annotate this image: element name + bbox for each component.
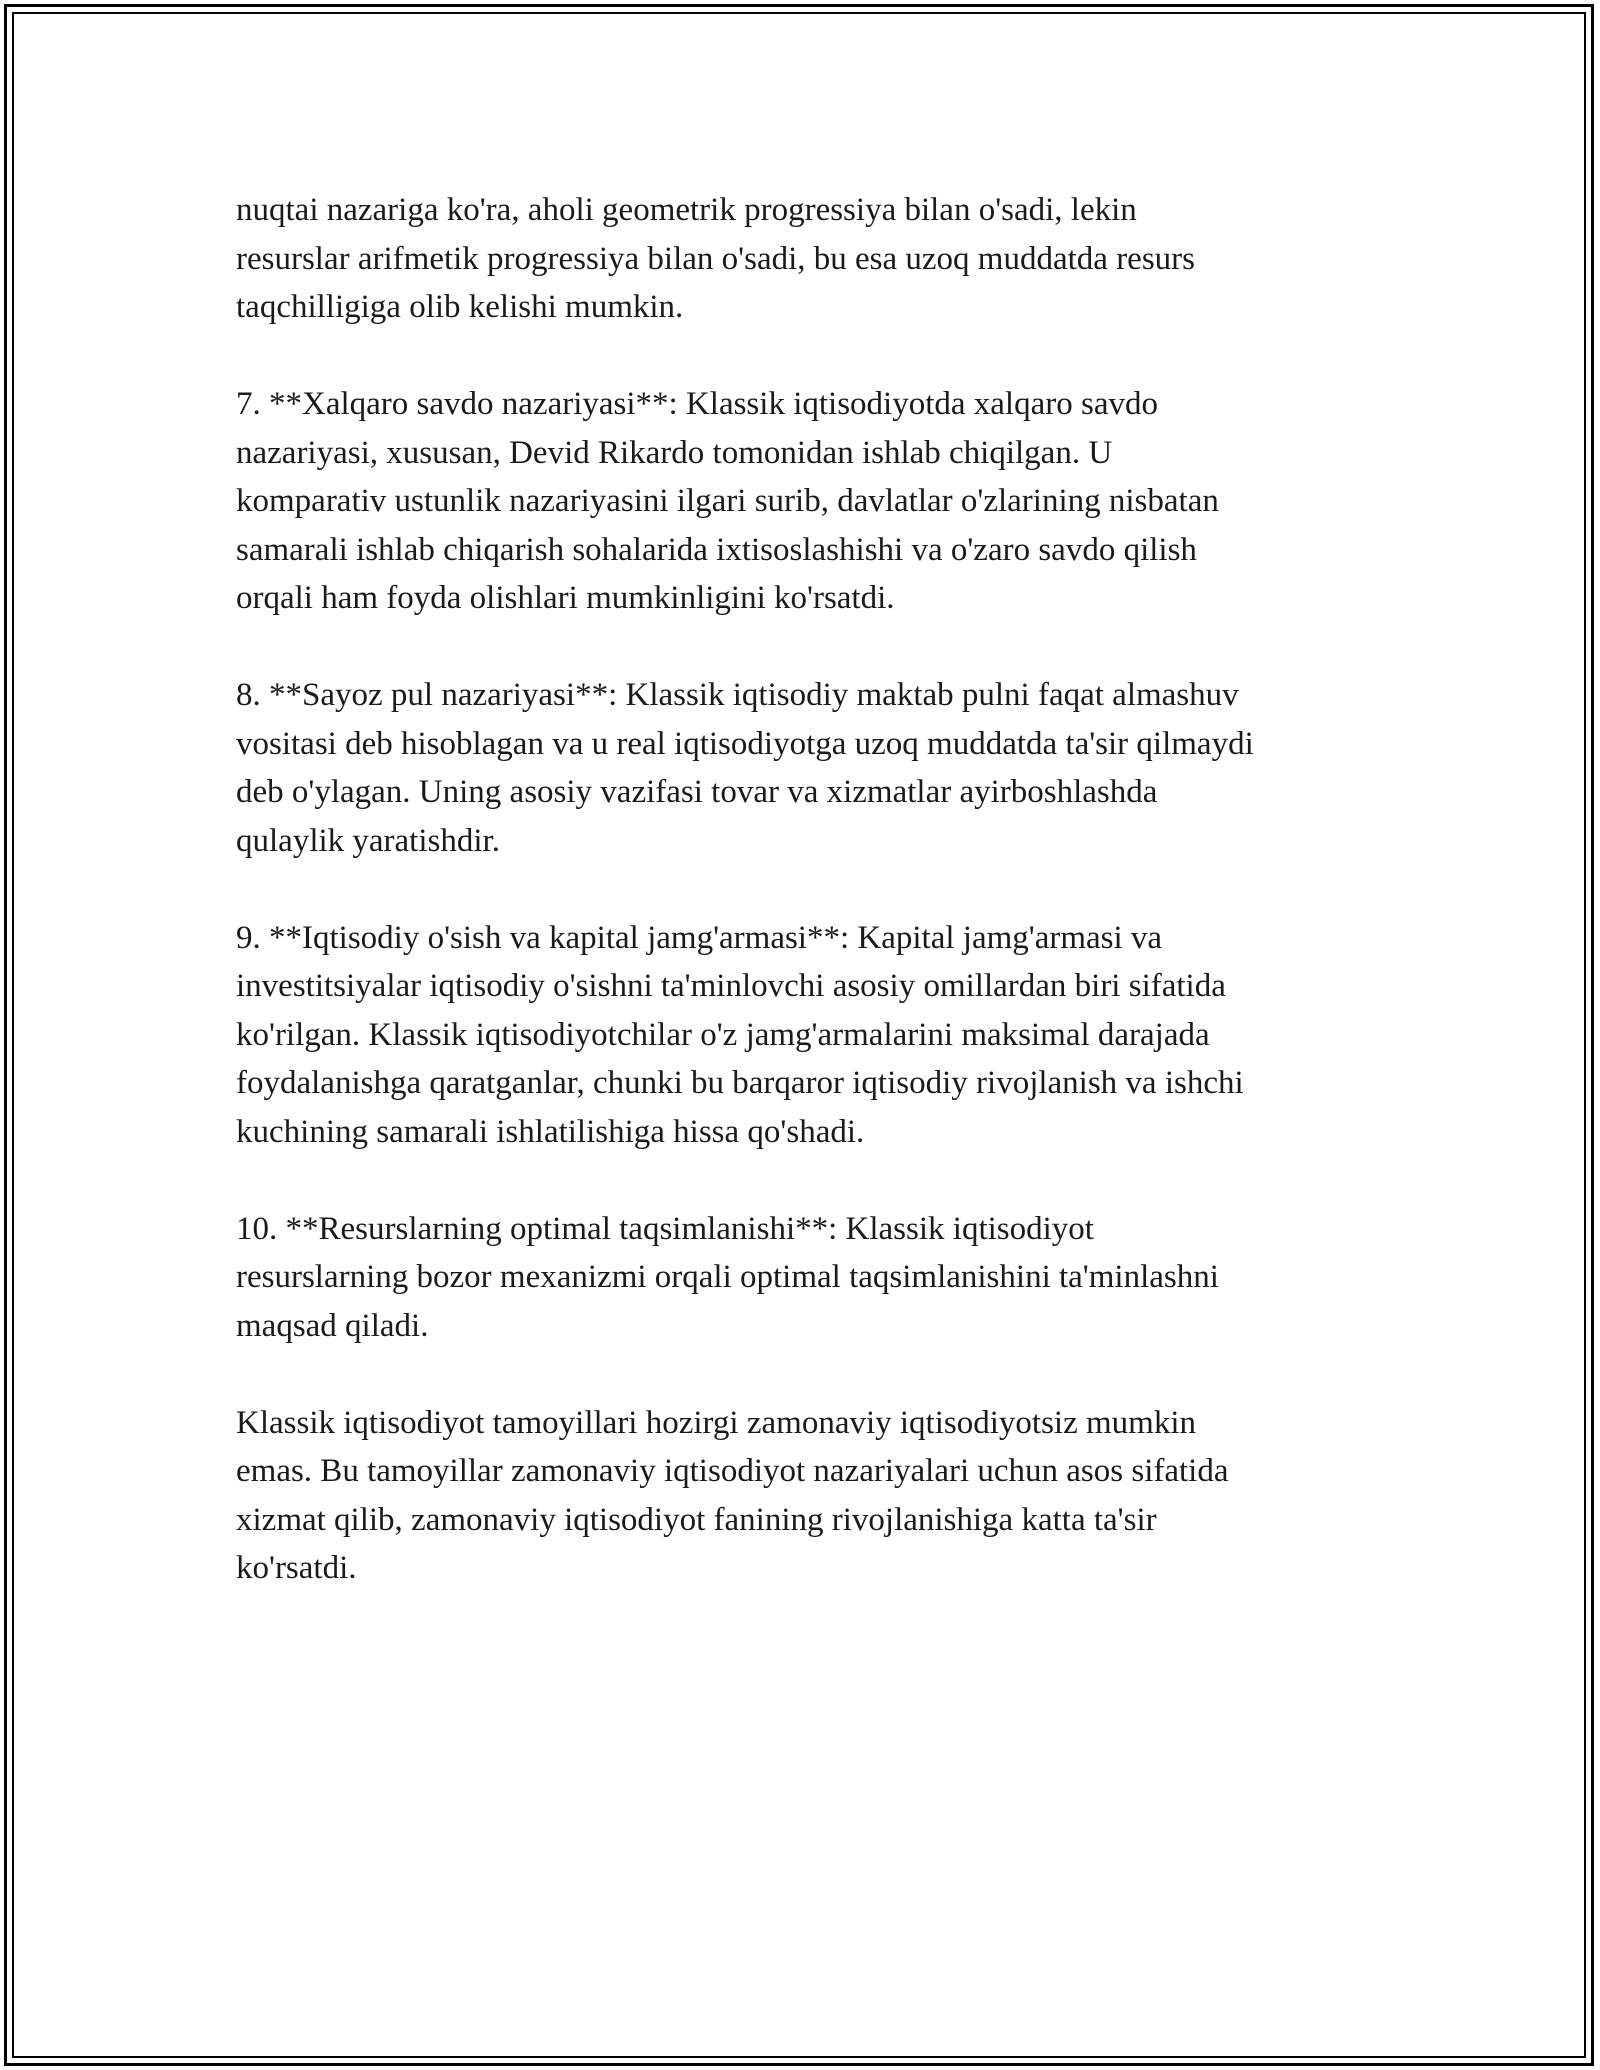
text-line: resurslarning bozor mexanizmi orqali optimal taqsimlanishini ta'minlashni xyxy=(236,1259,1219,1295)
text-line: emas. Bu tamoyillar zamonaviy iqtisodiyot nazariyalari uchun asos sifatida xyxy=(236,1453,1229,1489)
text-line: taqchilligiga olib kelishi mumkin. xyxy=(236,289,684,325)
text-line: 10. **Resurslarning optimal taqsimlanishi**: Klassik iqtisodiyot xyxy=(236,1210,1094,1247)
text-line: deb o'ylagan. Uning asosiy vazifasi tovar va xizmatlar ayirboshlashda xyxy=(236,774,1158,810)
paragraph-item-9 xyxy=(236,914,1378,1157)
text-line: resurslar arifmetik progressiya bilan o'sadi, bu esa uzoq muddatda resurs xyxy=(236,240,1195,277)
text-line: nuqtai nazariga ko'ra, aholi geometrik progressiya bilan o'sadi, lekin xyxy=(236,192,1137,228)
text-line: qulaylik yaratishdir. xyxy=(236,822,500,859)
text-line: ko'rilgan. Klassik iqtisodiyotchilar o'z jamg'armalarini maksimal darajada xyxy=(236,1016,1210,1053)
text-line: vositasi deb hisoblagan va u real iqtisodiyotga uzoq muddatda ta'sir qilmaydi xyxy=(236,725,1254,762)
text-line: samarali ishlab chiqarish sohalarida ixtisoslashishi va o'zaro savdo qilish xyxy=(236,531,1197,568)
text-line: foydalanishga qaratganlar, chunki bu barqaror iqtisodiy rivojlanish va ishchi xyxy=(236,1065,1244,1101)
document-body xyxy=(236,186,1378,1641)
paragraph-item-7 xyxy=(236,380,1378,623)
paragraph-item-8 xyxy=(236,671,1378,865)
paragraph-continuation xyxy=(236,186,1378,332)
text-line: 7. **Xalqaro savdo nazariyasi**: Klassik iqtisodiyotda xalqaro savdo xyxy=(236,386,1158,422)
text-line: investitsiyalar iqtisodiy o'sishni ta'minlovchi asosiy omillardan biri sifatida xyxy=(236,968,1226,1004)
text-line: 8. **Sayoz pul nazariyasi**: Klassik iqtisodiy maktab pulni faqat almashuv xyxy=(236,677,1239,713)
text-line: 9. **Iqtisodiy o'sish va kapital jamg'armasi**: Kapital jamg'armasi va xyxy=(236,919,1163,956)
paragraph-conclusion xyxy=(236,1399,1378,1593)
text-line: nazariyasi, xususan, Devid Rikardo tomonidan ishlab chiqilgan. U xyxy=(236,434,1113,471)
text-line: maqsad qiladi. xyxy=(236,1307,429,1344)
paragraph-item-10 xyxy=(236,1205,1378,1351)
text-line: kuchining samarali ishlatilishiga hissa qo'shadi. xyxy=(236,1113,865,1150)
text-line: xizmat qilib, zamonaviy iqtisodiyot fanining rivojlanishiga katta ta'sir xyxy=(236,1501,1157,1538)
text-line: Klassik iqtisodiyot tamoyillari hozirgi zamonaviy iqtisodiyotsiz mumkin xyxy=(236,1404,1196,1441)
text-line: orqali ham foyda olishlari mumkinligini ko'rsatdi. xyxy=(236,580,895,616)
text-line: ko'rsatdi. xyxy=(236,1550,357,1586)
text-line: komparativ ustunlik nazariyasini ilgari surib, davlatlar o'zlarining nisbatan xyxy=(236,483,1219,519)
